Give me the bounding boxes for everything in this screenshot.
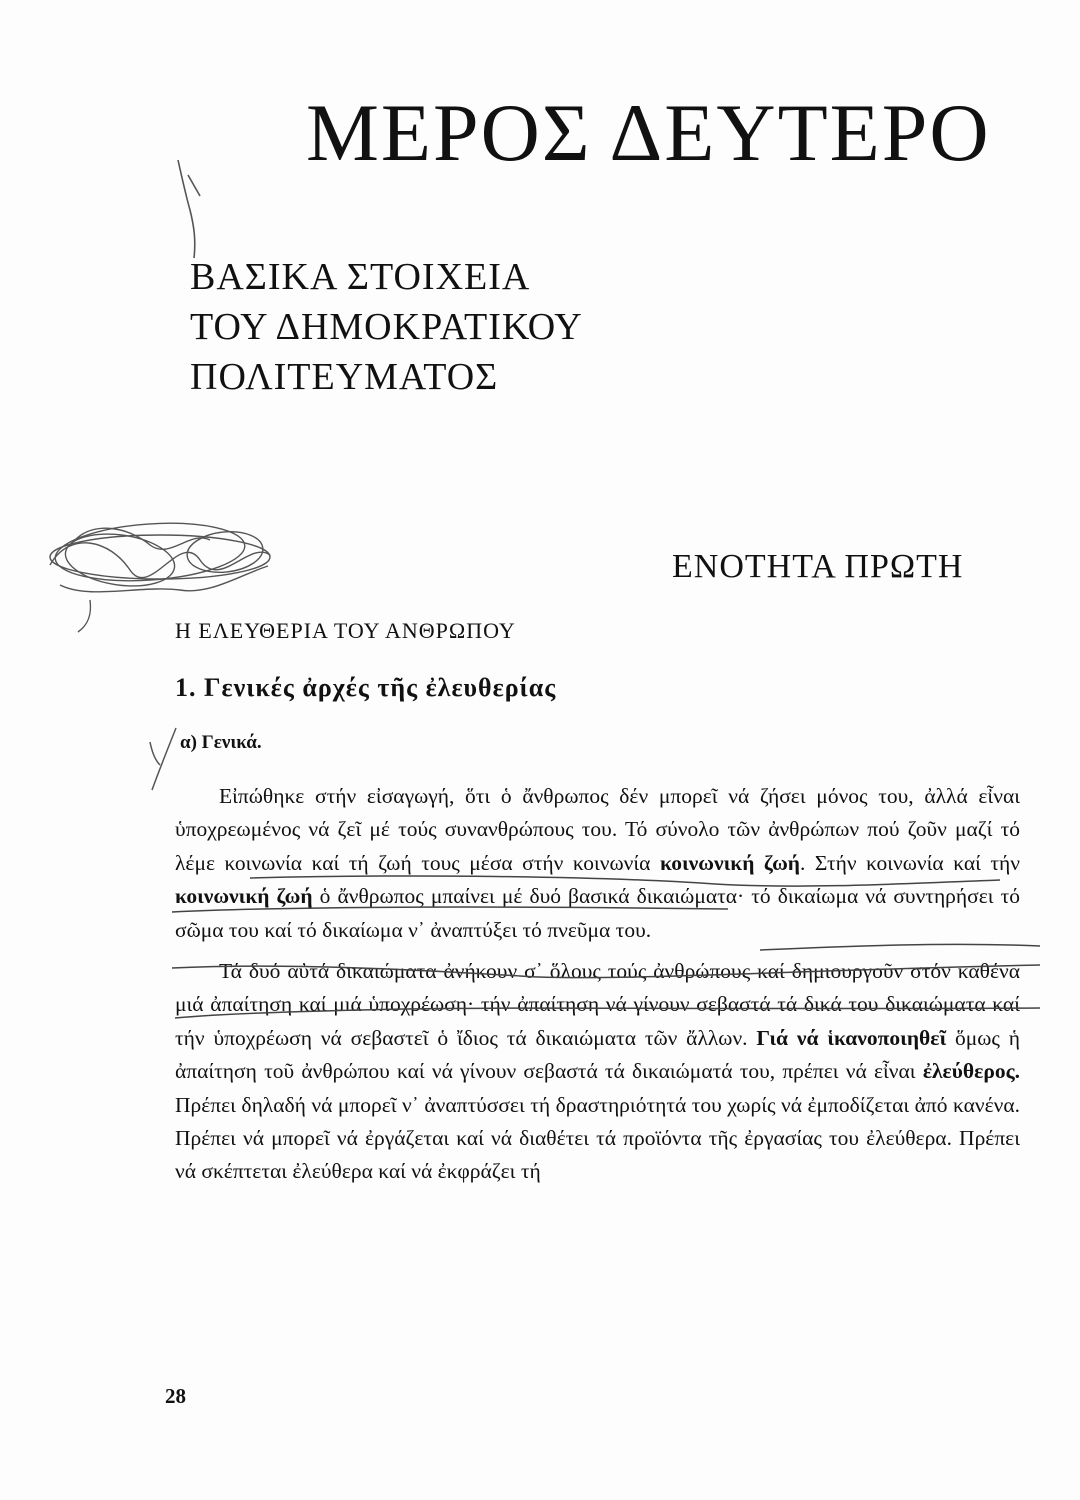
paragraph-1-text-1: Εἰπώθηκε στήν εἰσαγωγή, ὅτι ὁ ἄνθρωπος δέν μπορεῖ νά ζήσει μόνος του, ἀλλά εἶναι ὑποχρεωμένος νά ζεῖ μέ τούς συνανθρώπους του. Τό σύνολο τῶν ἀνθρώπων πού ζοῦν μαζί τό λέμε κοινωνία καί τή ζωή τους μέσα στήν κοινωνία [175, 784, 1020, 875]
part-title: ΜΕΡΟΣ ΔΕΥΤΕΡΟ [306, 87, 991, 178]
paragraph-2-bold-2: ἐλεύθερος. [922, 1059, 1021, 1084]
body-text [175, 780, 1020, 1197]
unit-title: ΕΝΟΤΗΤΑ ΠΡΩΤΗ [672, 548, 964, 585]
paragraph-2-text-1: Τά δυό αὐτά δικαιώματα ἀνήκουν σ᾿ ὅλους τούς ἀνθρώπους καί δημιουργοῦν στόν καθένα μιά ἀπαίτηση καί μιά ὑποχρέωση· τήν ἀπαίτηση νά γίνουν σεβαστά τά δικά του δικαιώματα καί τήν ὑποχρέωση νά σεβαστεῖ ὁ ἴδιος τά δικαιώματα τῶν ἄλλων. [175, 959, 1020, 1050]
paragraph-1-bold-1: κοινωνική ζωή [659, 850, 801, 875]
pencil-check-mark-top [178, 160, 200, 258]
page-number: 28 [165, 1384, 186, 1408]
subsection-title: α) Γενικά. [180, 732, 262, 753]
main-heading-line-3: ΠΟΛΙΤΕΥΜΑΤΟΣ [190, 356, 499, 398]
paragraph-2-text-3: Πρέπει δηλαδή νά μπορεῖ ν᾿ ἀναπτύσσει τή δραστηριότητά του χωρίς νά ἐμποδίζεται ἀπό κανένα. Πρέπει νά μπορεῖ νά ἐργάζεται καί νά διαθέτει τά προϊόντα τῆς ἐργασίας του ἐλεύθερα. Πρέπει νά σκέπτεται ἐλεύθερα καί νά ἐκφράζει τή [175, 1092, 1020, 1184]
paragraph-1-bold-2: κοινωνική ζωή [175, 884, 313, 909]
section-title: 1. Γενικές ἀρχές τῆς ἐλευθερίας [175, 673, 557, 702]
paragraph-2 [175, 955, 1020, 1189]
paragraph-1-text-2: . Στήν κοινωνία καί τήν [800, 850, 1021, 875]
main-heading-line-2: ΤΟΥ ΔΗΜΟΚΡΑΤΙΚΟΥ [190, 306, 583, 348]
main-heading-line-1: ΒΑΣΙΚΑ ΣΤΟΙΧΕΙΑ [190, 256, 531, 298]
paragraph-1 [175, 780, 1020, 947]
paragraph-2-bold-1: Γιά νά ἱκανοποιηθεῖ [756, 1025, 947, 1050]
chapter-title: Η ΕΛΕΥΘΕΡΙΑ ΤΟΥ ΑΝΘΡΩΠΟΥ [175, 618, 516, 643]
pencil-scribble [50, 517, 270, 632]
pencil-check-mark-subsection [150, 728, 176, 790]
paragraph-2-text-2: ὅμως ἡ ἀπαίτηση τοῦ ἀνθρώπου καί νά γίνουν σεβαστά τά δικαιώματά του, πρέπει νά εἶναι [175, 1025, 1021, 1084]
main-heading [190, 252, 890, 402]
paragraph-1-text-3: ὁ ἄνθρωπος μπαίνει μέ δυό βασικά δικαιώματα· τό δικαίωμα νά συντηρήσει τό σῶμα του καί τό δικαίωμα ν᾿ ἀναπτύξει τό πνεῦμα του. [175, 884, 1021, 942]
